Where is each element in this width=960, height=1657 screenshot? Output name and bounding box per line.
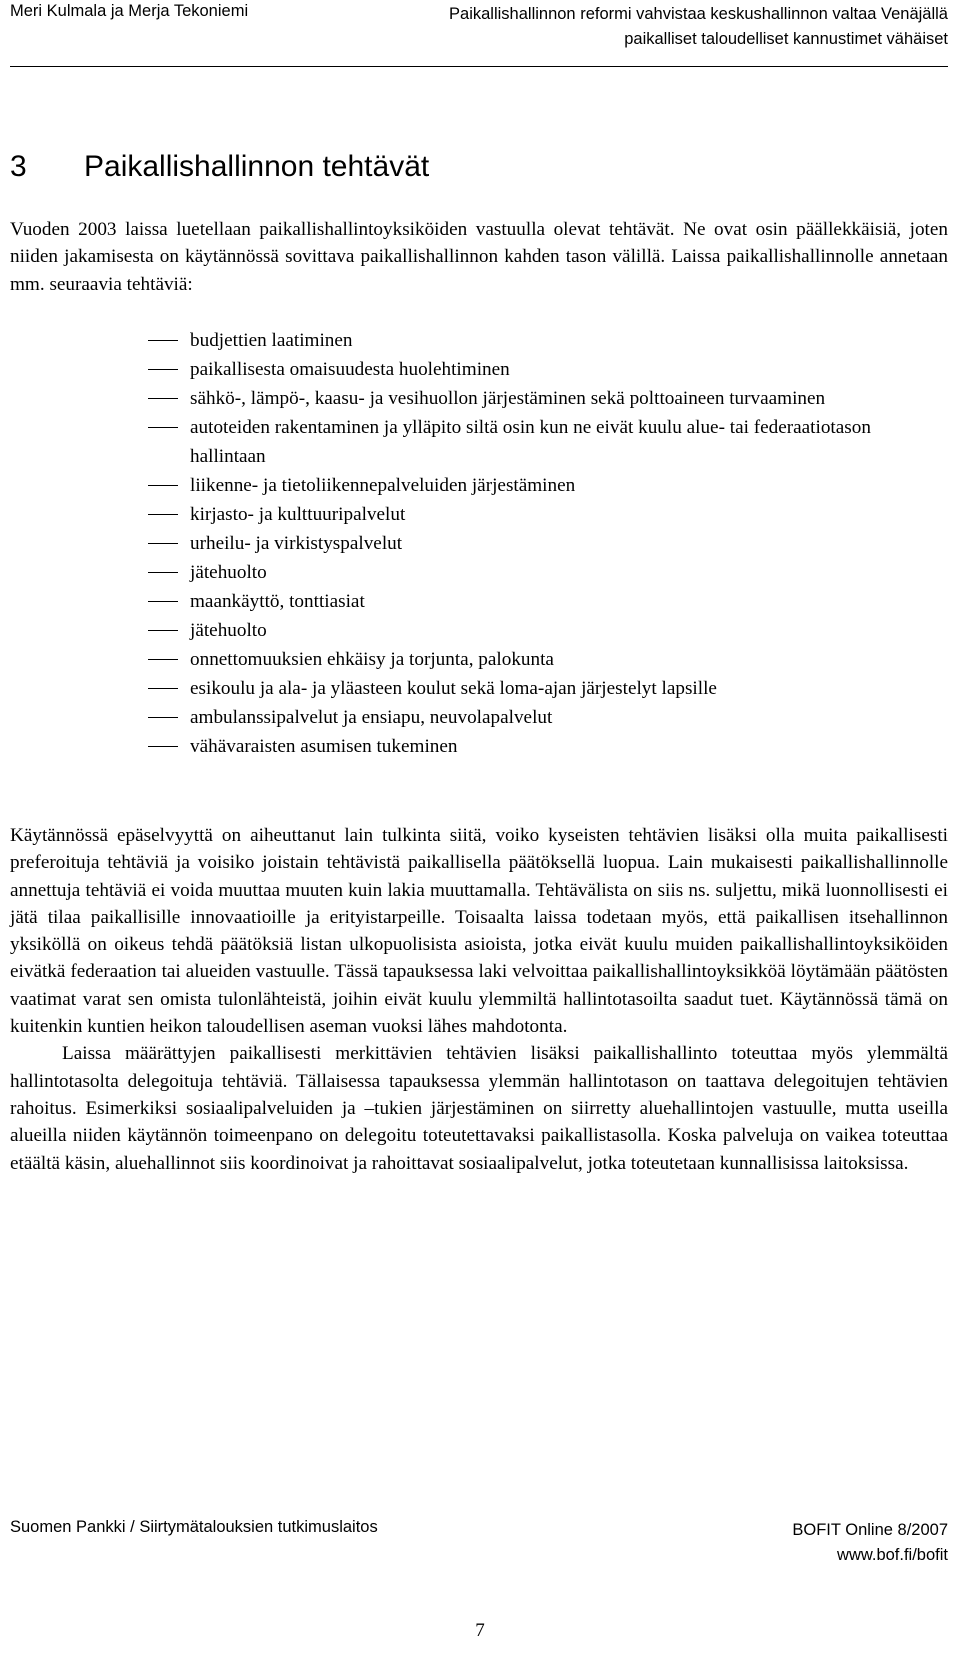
header-title-line2: paikalliset taloudelliset kannustimet vähäiset [624, 30, 948, 48]
dash-bullet [148, 427, 178, 428]
task-list [148, 326, 928, 761]
list-item [148, 732, 928, 761]
dash-bullet [148, 688, 178, 689]
footer-publisher: Suomen Pankki / Siirtymätalouksien tutkimuslaitos [10, 1518, 378, 1536]
body-paragraph-2-text: Laissa määrättyjen paikallisesti merkittävien tehtävien lisäksi paikallishallinto toteuttaa myös ylemmältä hallintotasolta delegoituja tehtäviä. Tällaisessa tapauksessa ylemmän hallintotason on taattava delegoitujen tehtävien rahoitus. Esimerkiksi sosiaalipalveluiden ja –tukien järjestäminen on siirretty aluehallintojen vastuulle, mutta useilla alueilla niiden käytännön toimeenpano on delegoitu toteutettavaksi paikallistasolla. Koska palveluja on vaikea toteuttaa etäältä käsin, aluehallinnot siis koordinoivat ja rahoittavat sosiaalipalvelut, jotka toteutetaan kunnallisissa laitoksissa. [10, 1043, 948, 1174]
list-item [148, 587, 928, 616]
dash-bullet [148, 485, 178, 486]
header-title [449, 2, 948, 52]
task-text: liikenne- ja tietoliikennepalveluiden järjestäminen [190, 475, 576, 496]
list-item [148, 674, 928, 703]
body-text [10, 822, 948, 1177]
section-number: 3 [10, 150, 27, 183]
list-item [148, 471, 928, 500]
task-text: esikoulu ja ala- ja yläasteen koulut sekä loma-ajan järjestelyt lapsille [190, 678, 717, 699]
list-item [148, 529, 928, 558]
list-item [148, 558, 928, 587]
task-text: kirjasto- ja kulttuuripalvelut [190, 504, 406, 525]
page-number: 7 [475, 1620, 485, 1641]
dash-bullet [148, 398, 178, 399]
section-title: Paikallishallinnon tehtävät [84, 150, 430, 183]
task-text: paikallisesta omaisuudesta huolehtiminen [190, 359, 510, 380]
list-item [148, 384, 928, 413]
body-paragraph-2 [10, 1040, 948, 1176]
list-item [148, 616, 928, 645]
dash-bullet [148, 514, 178, 515]
task-text: budjettien laatiminen [190, 330, 353, 351]
task-text: sähkö-, lämpö-, kaasu- ja vesihuollon järjestäminen sekä polttoaineen turvaaminen [190, 388, 826, 409]
footer-url[interactable]: www.bof.fi/bofit [837, 1546, 948, 1564]
task-text: urheilu- ja virkistyspalvelut [190, 533, 403, 554]
task-text: jätehuolto [190, 620, 267, 641]
dash-bullet [148, 601, 178, 602]
task-text: jätehuolto [190, 562, 267, 583]
dash-bullet [148, 369, 178, 370]
dash-bullet [148, 543, 178, 544]
task-text: autoteiden rakentaminen ja ylläpito siltä osin kun ne eivät kuulu alue- tai federaatiotason hallintaan [190, 417, 871, 467]
header-authors: Meri Kulmala ja Merja Tekoniemi [10, 2, 249, 20]
list-item [148, 355, 928, 384]
dash-bullet [148, 572, 178, 573]
header-title-line1: Paikallishallinnon reformi vahvistaa keskushallinnon valtaa Venäjällä [449, 5, 948, 23]
task-text: vähävaraisten asumisen tukeminen [190, 736, 458, 757]
list-item [148, 645, 928, 674]
dash-bullet [148, 630, 178, 631]
dash-bullet [148, 340, 178, 341]
task-text: onnettomuuksien ehkäisy ja torjunta, palokunta [190, 649, 554, 670]
task-text: maankäyttö, tonttiasiat [190, 591, 365, 612]
header-divider [10, 66, 948, 67]
dash-bullet [148, 717, 178, 718]
list-item [148, 500, 928, 529]
dash-bullet [148, 659, 178, 660]
list-item [148, 703, 928, 732]
list-item [148, 326, 928, 355]
section-heading [10, 150, 429, 184]
footer-series-block [792, 1518, 948, 1568]
task-text: ambulanssipalvelut ja ensiapu, neuvolapalvelut [190, 707, 553, 728]
footer-series: BOFIT Online 8/2007 [792, 1521, 948, 1539]
body-paragraph-1: Käytännössä epäselvyyttä on aiheuttanut lain tulkinta siitä, voiko kyseisten tehtävien lisäksi olla muita paikallisesti preferoituja tehtäviä ja voisiko joistain tehtävistä paikallisella päätöksellä luopua. Lain mukaisesti paikallishallinnolle annettuja tehtäviä ei voida muuttaa muuten kuin lakia muuttamalla. Tehtävälista on siis ns. suljettu, mikä luonnollisesti ei jätä tilaa paikallisille innovaatioille ja erityistarpeille. Toisaalta laissa todetaan myös, että paikallisen itsehallinnon yksiköllä on oikeus tehdä päätöksiä listan ulkopuolisista asioista, jotka eivät kuulu muiden paikallishallintoyksiköiden eivätkä federaation tai alueiden vastuulle. Tässä tapauksessa laki velvoittaa paikallishallintoyksikköä löytämään päätösten vaatimat varat sen omista tulonlähteistä, joihin eivät kuulu ylemmiltä hallintotasoilta saadut tuet. Käytännössä tämä on kuitenkin kuntien heikon taloudellisen aseman vuoksi lähes mahdotonta. [10, 825, 948, 1038]
dash-bullet [148, 746, 178, 747]
intro-paragraph: Vuoden 2003 laissa luetellaan paikallishallintoyksiköiden vastuulla olevat tehtävät. Ne ovat osin päällekkäisiä, joten niiden jakamisesta on käytännössä sovittava paikallishallinnon kahden tason välillä. Laissa paikallishallinnolle annetaan mm. seuraavia tehtäviä: [10, 219, 948, 295]
list-item [148, 413, 928, 471]
